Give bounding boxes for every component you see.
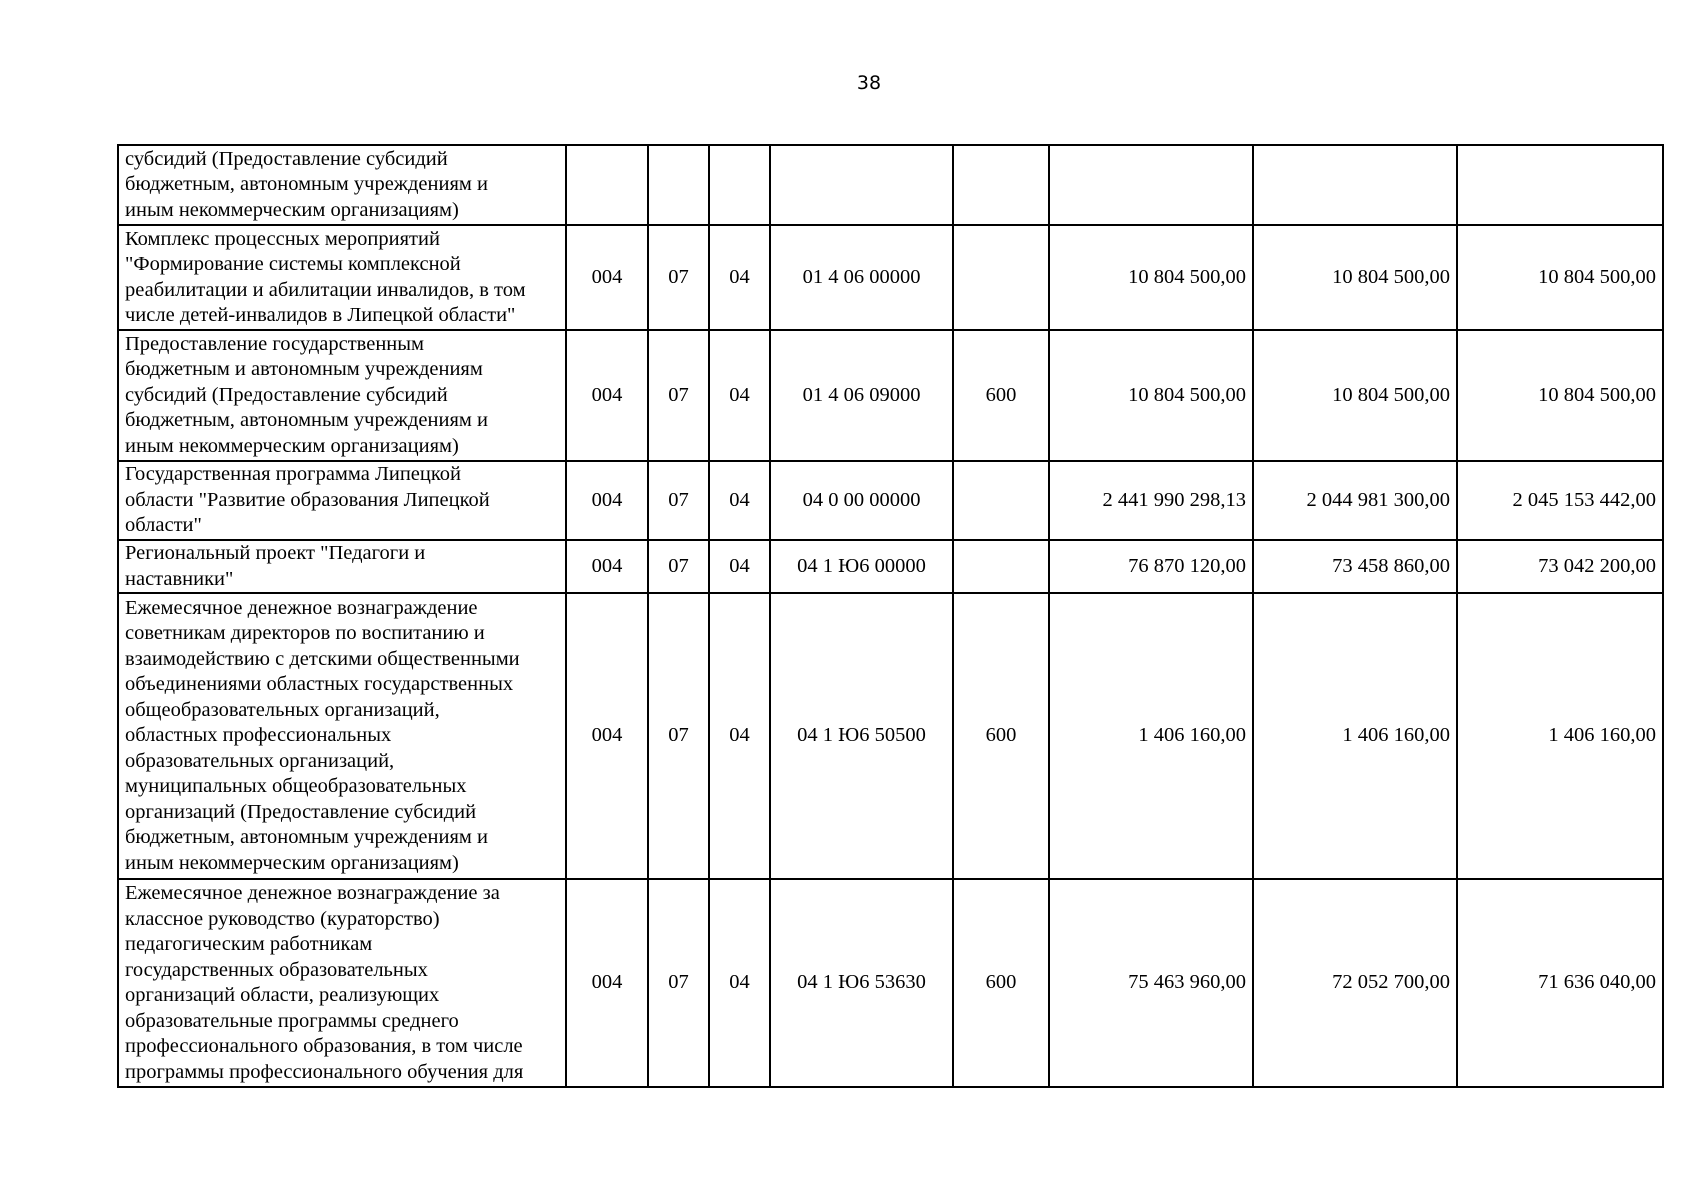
item-name-cell — [118, 540, 566, 593]
section-code: 07 — [648, 879, 709, 1087]
target-article-code: 04 1 Ю6 50500 — [770, 593, 953, 879]
item-name-cell — [118, 225, 566, 330]
item-name-cell — [118, 145, 566, 225]
item-name: Государственная программа Липецкой области "Развитие образования Липецкой области" — [125, 463, 490, 537]
table-row — [118, 461, 1663, 540]
item-name: Ежемесячное денежное вознаграждение советникам директоров по воспитанию и взаимодействию с детскими общественными объединениями областных государственных общеобразовательных организаций, областных профессиональных образовательных организаций, муниципальных общеобразовательных организаций (Предоставление субсидий бюджетным, автономным учреждениям и иным некоммерческим организациям) — [125, 596, 520, 874]
page-number: 38 — [856, 72, 882, 94]
item-name: субсидий (Предоставление субсидий бюджетным, автономным учреждениям и иным некоммерческим организациям) — [125, 147, 488, 221]
department-code — [566, 145, 648, 225]
expense-type-code — [953, 461, 1049, 540]
subsection-code: 04 — [709, 225, 770, 330]
item-name: Региональный проект "Педагоги и наставники" — [125, 542, 426, 590]
amount-year-1: 1 406 160,00 — [1049, 593, 1253, 879]
amount-year-2: 1 406 160,00 — [1253, 593, 1457, 879]
department-code: 004 — [566, 461, 648, 540]
table-row — [118, 593, 1663, 879]
budget-table — [117, 144, 1664, 1088]
section-code: 07 — [648, 593, 709, 879]
section-code: 07 — [648, 330, 709, 461]
amount-year-2: 10 804 500,00 — [1253, 330, 1457, 461]
target-article-code: 04 0 00 00000 — [770, 461, 953, 540]
section-code — [648, 145, 709, 225]
item-name: Ежемесячное денежное вознаграждение за классное руководство (кураторство) педагогическим работникам государственных образовательных организаций области, реализующих образовательные программы среднего профессионального образования, в том числе программы профессионального обучения для — [125, 882, 524, 1083]
subsection-code: 04 — [709, 461, 770, 540]
amount-year-3 — [1457, 145, 1663, 225]
target-article-code: 04 1 Ю6 53630 — [770, 879, 953, 1087]
expense-type-code — [953, 540, 1049, 593]
item-name-cell — [118, 879, 566, 1087]
department-code: 004 — [566, 330, 648, 461]
item-name: Комплекс процессных мероприятий "Формирование системы комплексной реабилитации и абилитации инвалидов, в том числе детей-инвалидов в Липецкой области" — [125, 227, 526, 326]
amount-year-3: 2 045 153 442,00 — [1457, 461, 1663, 540]
item-name: Предоставление государственным бюджетным и автономным учреждениям субсидий (Предоставление субсидий бюджетным, автономным учреждениям и иным некоммерческим организациям) — [125, 332, 488, 457]
subsection-code: 04 — [709, 593, 770, 879]
amount-year-1 — [1049, 145, 1253, 225]
item-name-cell — [118, 461, 566, 540]
amount-year-2: 72 052 700,00 — [1253, 879, 1457, 1087]
expense-type-code: 600 — [953, 879, 1049, 1087]
table-row — [118, 330, 1663, 461]
amount-year-1: 10 804 500,00 — [1049, 225, 1253, 330]
expense-type-code — [953, 145, 1049, 225]
amount-year-3: 10 804 500,00 — [1457, 330, 1663, 461]
expense-type-code: 600 — [953, 330, 1049, 461]
target-article-code — [770, 145, 953, 225]
target-article-code: 01 4 06 00000 — [770, 225, 953, 330]
subsection-code: 04 — [709, 879, 770, 1087]
table-row — [118, 145, 1663, 225]
amount-year-1: 75 463 960,00 — [1049, 879, 1253, 1087]
section-code: 07 — [648, 540, 709, 593]
target-article-code: 01 4 06 09000 — [770, 330, 953, 461]
amount-year-3: 1 406 160,00 — [1457, 593, 1663, 879]
section-code: 07 — [648, 225, 709, 330]
amount-year-2: 2 044 981 300,00 — [1253, 461, 1457, 540]
item-name-cell — [118, 330, 566, 461]
expense-type-code — [953, 225, 1049, 330]
department-code: 004 — [566, 879, 648, 1087]
section-code: 07 — [648, 461, 709, 540]
amount-year-1: 76 870 120,00 — [1049, 540, 1253, 593]
amount-year-2 — [1253, 145, 1457, 225]
target-article-code: 04 1 Ю6 00000 — [770, 540, 953, 593]
amount-year-2: 73 458 860,00 — [1253, 540, 1457, 593]
item-name-cell — [118, 593, 566, 879]
amount-year-2: 10 804 500,00 — [1253, 225, 1457, 330]
subsection-code: 04 — [709, 330, 770, 461]
expense-type-code: 600 — [953, 593, 1049, 879]
amount-year-3: 71 636 040,00 — [1457, 879, 1663, 1087]
amount-year-1: 2 441 990 298,13 — [1049, 461, 1253, 540]
subsection-code: 04 — [709, 540, 770, 593]
amount-year-3: 10 804 500,00 — [1457, 225, 1663, 330]
table-row — [118, 879, 1663, 1087]
subsection-code — [709, 145, 770, 225]
table-row — [118, 540, 1663, 593]
department-code: 004 — [566, 540, 648, 593]
amount-year-3: 73 042 200,00 — [1457, 540, 1663, 593]
department-code: 004 — [566, 225, 648, 330]
amount-year-1: 10 804 500,00 — [1049, 330, 1253, 461]
table-row — [118, 225, 1663, 330]
department-code: 004 — [566, 593, 648, 879]
